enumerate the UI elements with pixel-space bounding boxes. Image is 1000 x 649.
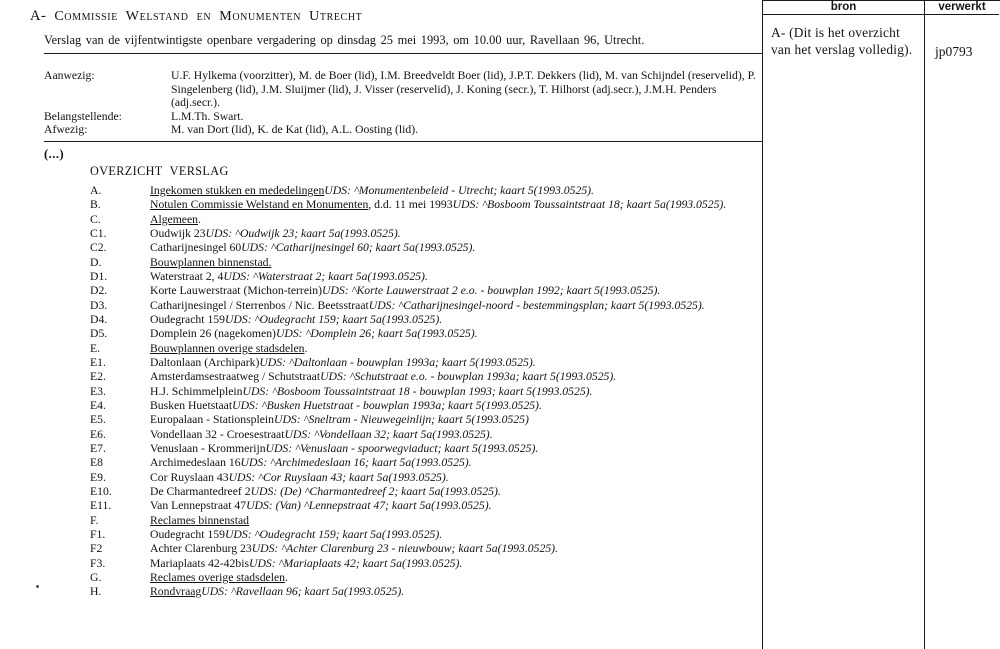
agenda-code: C. xyxy=(90,212,101,226)
attendance-value: M. van Dort (lid), K. de Kat (lid), A.L. Oosting (lid). xyxy=(171,123,419,136)
agenda-code: D2. xyxy=(90,284,108,298)
agenda-italic-text: UDS: ^Korte Lauwerstraat 2 e.o. - bouwplan 1992; kaart 5(1993.0525). xyxy=(322,284,661,298)
agenda-row xyxy=(90,213,762,227)
agenda-plain-text: Daltonlaan (Archipark) xyxy=(150,355,260,369)
bron-column xyxy=(763,1,924,649)
agenda-code: D3. xyxy=(90,298,108,312)
agenda-code: C1. xyxy=(90,226,107,240)
agenda-underline-text: Bouwplannen overige stadsdelen xyxy=(150,341,305,355)
attendance-label: Belangstellende: xyxy=(44,109,122,123)
agenda-underline-text: Notulen Commissie Welstand en Monumenten xyxy=(150,198,369,212)
overview-title: OVERZICHT VERSLAG xyxy=(90,164,229,178)
agenda-plain-text: Achter Clarenburg 23 xyxy=(150,542,252,556)
verwerkt-column xyxy=(924,1,999,649)
bron-note: A- (Dit is het overzicht van het verslag volledig). xyxy=(771,25,913,57)
bron-column-header: bron xyxy=(763,1,924,15)
agenda-plain-text: , d.d. 11 mei 1993 xyxy=(368,198,453,212)
agenda-plain-text: Venuslaan - Krommerijn xyxy=(150,441,266,455)
agenda-italic-text: UDS: ^Mariaplaats 42; kaart 5a(1993.0525). xyxy=(249,556,463,570)
agenda-row xyxy=(90,485,762,499)
agenda-plain-text: Archimedeslaan 16 xyxy=(150,456,241,470)
agenda-plain-text: Europalaan - Stationsplein xyxy=(150,413,274,427)
agenda-row xyxy=(90,270,762,284)
attendance-table xyxy=(44,69,762,142)
doc-header xyxy=(30,7,362,25)
agenda-row xyxy=(90,385,762,399)
agenda-italic-text: UDS: ^Catharijnesingel-noord - bestemmingsplan; kaart 5(1993.0525). xyxy=(368,298,705,312)
agenda-underline-text: Reclames binnenstad xyxy=(150,513,249,527)
agenda-italic-text: UDS: (Van) ^Lennepstraat 47; kaart 5a(1993.0525). xyxy=(246,499,492,513)
agenda-row xyxy=(90,528,762,542)
agenda-code: F2 xyxy=(90,542,103,556)
agenda-plain-text: . xyxy=(198,212,201,226)
agenda-italic-text: UDS: ^Monumentenbeleid - Utrecht; kaart 5(1993.0525). xyxy=(324,184,594,197)
agenda-underline-text: Algemeen xyxy=(150,212,199,226)
agenda-plain-text: Waterstraat 2, 4 xyxy=(150,269,224,283)
page-title: Commissie Welstand en Monumenten Utrecht xyxy=(54,9,363,24)
agenda-italic-text: UDS: ^Daltonlaan - bouwplan 1993a; kaart 5(1993.0525). xyxy=(259,355,536,369)
agenda-code: D4. xyxy=(90,312,108,326)
agenda-underline-text: Ingekomen stukken en mededelingen xyxy=(150,184,325,197)
agenda-row xyxy=(90,342,762,356)
agenda-italic-text: UDS: ^Bosboom Toussaintstraat 18; kaart 5a(1993.0525). xyxy=(452,198,727,212)
agenda-code: D5. xyxy=(90,327,108,341)
agenda-plain-text: Catharijnesingel / Sterrenbos / Nic. Beetsstraat xyxy=(150,298,369,312)
attendance-value: U.F. Hylkema (voorzitter), M. de Boer (lid), I.M. Breedveldt Boer (lid), J.P.T. Dekkers (lid), M. van Schijndel (reservelid), P. Singelenberg (lid), J.M. Sluijmer (lid), J. Visser (reservelid), J. Koning (secr.), T. Hilhorst (adj.secr.), J.M.H. Penders (adj.secr.). xyxy=(171,69,756,109)
agenda-plain-text: Oudwijk 23 xyxy=(150,226,206,240)
agenda-code: C2. xyxy=(90,241,107,255)
agenda-italic-text: UDS: ^Domplein 26; kaart 5a(1993.0525). xyxy=(275,327,478,341)
agenda-code: F3. xyxy=(90,556,106,570)
attendance-label: Aanwezig: xyxy=(44,69,95,82)
agenda-italic-text: UDS: ^Archimedeslaan 16; kaart 5a(1993.0525). xyxy=(240,456,472,470)
agenda-italic-text: UDS: ^Oudwijk 23; kaart 5a(1993.0525). xyxy=(205,226,401,240)
agenda-code: E6. xyxy=(90,427,106,441)
side-panel xyxy=(762,0,1000,649)
agenda-row xyxy=(90,313,762,327)
agenda-code: F1. xyxy=(90,527,106,541)
agenda-plain-text: Oudegracht 159 xyxy=(150,527,225,541)
agenda-plain-text: Cor Ruyslaan 43 xyxy=(150,470,229,484)
agenda-row xyxy=(90,227,762,241)
agenda-row xyxy=(90,413,762,427)
agenda-plain-text: . xyxy=(285,570,288,584)
agenda-code: E. xyxy=(90,341,101,355)
agenda-italic-text: UDS: ^Sneltram - Nieuwegeinlijn; kaart 5(1993.0525) xyxy=(274,413,529,427)
agenda-italic-text: UDS: (De) ^Charmantedreef 2; kaart 5a(1993.0525). xyxy=(250,484,501,498)
agenda-row xyxy=(90,198,762,212)
agenda-italic-text: UDS: ^Venuslaan - spoorwegviaduct; kaart 5(1993.0525). xyxy=(265,441,539,455)
agenda-row xyxy=(90,456,762,470)
agenda-row xyxy=(90,585,762,599)
agenda-italic-text: UDS: ^Cor Ruyslaan 43; kaart 5a(1993.0525). xyxy=(228,470,449,484)
agenda-italic-text: UDS: ^Oudegracht 159; kaart 5a(1993.0525). xyxy=(224,312,443,326)
agenda-italic-text: UDS: ^Catharijnesingel 60; kaart 5a(1993.0525). xyxy=(241,241,476,255)
agenda-row xyxy=(90,542,762,556)
verwerkt-value: jp0793 xyxy=(935,44,973,59)
agenda-row xyxy=(90,327,762,341)
agenda-code: H. xyxy=(90,585,102,599)
agenda-code: A. xyxy=(90,184,102,197)
agenda-row xyxy=(90,399,762,413)
attendance-row xyxy=(44,110,762,124)
agenda-code: E4. xyxy=(90,398,106,412)
agenda-row xyxy=(90,241,762,255)
scan-speck xyxy=(36,585,39,588)
meeting-subtitle: Verslag van de vijfentwintigste openbare vergadering op dinsdag 25 mei 1993, om 10.00 uur, Ravellaan 96, Utrecht. xyxy=(44,33,762,54)
attendance-value: L.M.Th. Swart. xyxy=(171,109,244,123)
agenda-code: E8 xyxy=(90,456,103,470)
attendance-row xyxy=(44,123,762,137)
agenda-plain-text: Vondellaan 32 - Croesestraat xyxy=(150,427,285,441)
agenda-underline-text: Rondvraag xyxy=(150,585,202,599)
agenda-row xyxy=(90,557,762,571)
agenda-plain-text: De Charmantedreef 2 xyxy=(150,484,251,498)
agenda-plain-text: Korte Lauwerstraat (Michon-terrein) xyxy=(150,284,322,298)
agenda-underline-text: Reclames overige stadsdelen xyxy=(150,570,286,584)
agenda-plain-text: Domplein 26 (nagekomen) xyxy=(150,327,276,341)
agenda-code: D. xyxy=(90,255,102,269)
attendance-label: Afwezig: xyxy=(44,123,88,136)
agenda-plain-text: Van Lennepstraat 47 xyxy=(150,499,247,513)
agenda-code: E11. xyxy=(90,499,112,513)
agenda-code: E3. xyxy=(90,384,106,398)
agenda-italic-text: UDS: ^Busken Huetstraat - bouwplan 1993a; kaart 5(1993.0525). xyxy=(232,398,542,412)
verwerkt-column-header: verwerkt xyxy=(925,1,999,15)
agenda-plain-text: Oudegracht 159 xyxy=(150,312,225,326)
agenda-plain-text: H.J. Schimmelplein xyxy=(150,384,243,398)
agenda-italic-text: UDS: ^Bosboom Toussaintstraat 18 - bouwplan 1993; kaart 5(1993.0525). xyxy=(242,384,593,398)
agenda-italic-text: UDS: ^Ravellaan 96; kaart 5a(1993.0525). xyxy=(201,585,405,599)
agenda-code: E9. xyxy=(90,470,106,484)
agenda-row xyxy=(90,514,762,528)
agenda-code: D1. xyxy=(90,269,108,283)
agenda-row xyxy=(90,571,762,585)
agenda-code: G. xyxy=(90,570,102,584)
agenda-row xyxy=(90,471,762,485)
agenda-plain-text: Catharijnesingel 60 xyxy=(150,241,242,255)
agenda-italic-text: UDS: ^Vondellaan 32; kaart 5a(1993.0525). xyxy=(284,427,493,441)
agenda-code: E2. xyxy=(90,370,106,384)
overview-section xyxy=(90,164,762,600)
agenda-code: E10. xyxy=(90,484,112,498)
agenda-plain-text: Amsterdamsestraatweg / Schutstraat xyxy=(150,370,321,384)
ellipsis-marker: (...) xyxy=(44,147,65,161)
agenda-row xyxy=(90,356,762,370)
agenda-code: B. xyxy=(90,198,101,212)
agenda-code: E1. xyxy=(90,355,106,369)
agenda-row xyxy=(90,442,762,456)
attendance-row xyxy=(44,69,762,110)
agenda-plain-text: . xyxy=(304,341,308,355)
agenda-plain-text: Mariaplaats 42-42bis xyxy=(150,556,249,570)
agenda-plain-text: Busken Huetstaat xyxy=(150,398,233,412)
agenda-underline-text: Bouwplannen binnenstad. xyxy=(150,255,272,269)
meeting-summary-section xyxy=(44,33,762,142)
agenda-list xyxy=(90,184,762,600)
agenda-code: E5. xyxy=(90,413,106,427)
agenda-italic-text: UDS: ^Achter Clarenburg 23 - nieuwbouw; kaart 5a(1993.0525). xyxy=(251,542,558,556)
agenda-row xyxy=(90,284,762,298)
agenda-row xyxy=(90,256,762,270)
agenda-row xyxy=(90,370,762,384)
agenda-row xyxy=(90,299,762,313)
agenda-row xyxy=(90,499,762,513)
doc-header-label: A- xyxy=(30,8,47,24)
agenda-italic-text: UDS: ^Waterstraat 2; kaart 5a(1993.0525). xyxy=(223,269,428,283)
agenda-code: F. xyxy=(90,513,99,527)
agenda-italic-text: UDS: ^Oudegracht 159; kaart 5a(1993.0525). xyxy=(224,527,443,541)
agenda-row xyxy=(90,428,762,442)
agenda-code: E7. xyxy=(90,441,106,455)
agenda-row xyxy=(90,184,762,198)
agenda-italic-text: UDS: ^Schutstraat e.o. - bouwplan 1993a; kaart 5(1993.0525). xyxy=(320,370,617,384)
